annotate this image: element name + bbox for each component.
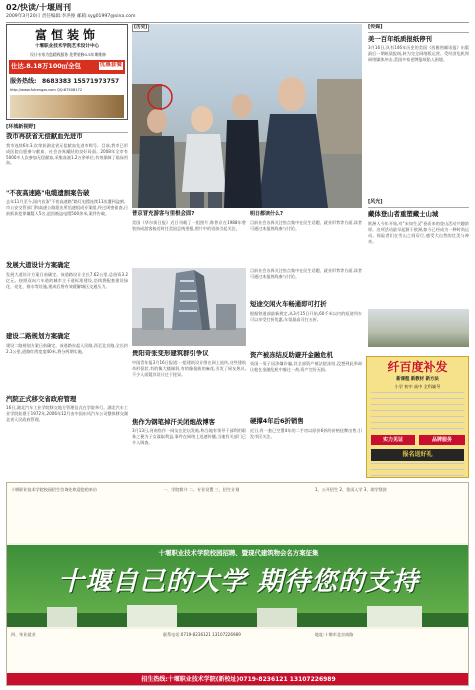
masthead xyxy=(6,3,469,23)
right-headline-b: 藏体登山者重塑藏士山城 xyxy=(368,210,439,219)
right-photo xyxy=(368,309,469,347)
mid-right-body: 近日,有一套已空置4年的二手房以原价6折的价格挂牌出售,引发市民关注。 xyxy=(250,428,362,439)
mid-right-column xyxy=(250,268,362,478)
ad-tutor-badge-left: 实力见证 xyxy=(371,435,415,445)
ad-school xyxy=(6,24,128,120)
news-item xyxy=(6,190,128,260)
news-body: 我市连续6年3.次荣获湖北省无偿献血先进市称号。目前,我市已形成医院自愿参与献血、社会各界踊跃的良好局面。2008年全市有5000多人次参加无偿献血,采集血液1.2万余单位,有效保障了临床用血。 xyxy=(6,142,128,166)
history-subheadline: 明日都读什么? xyxy=(250,211,283,217)
middle-headline: 贵阳奇张变形建筑群引争议 xyxy=(132,350,209,357)
news-body: 16日,湖北汽车工业学院移交地方管理仪式在学院举行。湖北汽车工业学院始建于1972年,2006年12月由中国东风汽车公司整体移交湖北省人民政府管理。 xyxy=(6,405,128,423)
ad-tutor-title: 纤百度补发 xyxy=(387,360,448,374)
news-headline: 我市再获省无偿献血先进市 xyxy=(6,133,83,140)
mid-right-headline: 硬撑4年后6折销售 xyxy=(250,417,304,426)
history-caption: 普京冒充游客与里根会面? xyxy=(132,211,195,217)
bottom-ad-band-title: 十堰职业技术学院校园招聘、暨现代建筑物会名方案征集 xyxy=(158,549,319,557)
news-item xyxy=(6,133,128,187)
news-body: 去年11月至今,国内首条"不夜高速路"路灯电缆连续11次遭到盗割。市公安交管部门和高速公路派出所迅速组成专案组,经过周密侦查,日前抓获犯罪嫌疑人5名,追回被盗电缆500余米,案件告破。 xyxy=(6,199,128,217)
history-subbody: 目前社会各界关注焦点集中在民生话题、就业形势等方面,读者可通过本报热线参与讨论。 xyxy=(250,220,362,231)
bottom-ad-slogan: 十堰自己的大学 期待您的支持 xyxy=(57,567,420,597)
ad-school-subtitle: 十堰职业技术学院艺术设计中心 xyxy=(34,44,100,49)
news-item xyxy=(6,262,128,330)
ad-school-photo xyxy=(10,95,124,118)
right-column xyxy=(368,24,469,354)
history-tag: [历史] xyxy=(132,24,149,32)
ad-school-promo-bar xyxy=(9,60,125,74)
bottom-ad-note: 一、学院简介 二、专业设置 三、招生计划 xyxy=(163,487,240,492)
ad-tutor-footer xyxy=(371,463,464,476)
bottom-ad-note: 联系电话:0719-8236121 13107226989 xyxy=(163,632,241,637)
masthead-section: 02/快读/十堰周刊 xyxy=(6,3,71,12)
ad-school-tagline: 设计专家为您精致服务 免费装修0-5年期维修 xyxy=(30,52,106,57)
ad-school-phone: 8683383 15571973757 xyxy=(42,78,120,85)
history-section xyxy=(132,24,362,264)
news-headline: "不夜高速路"电缆遗割案告破 xyxy=(6,188,90,197)
bottom-ad-skyline xyxy=(7,605,469,627)
middle-body: 3月13日,河南焦作一网友在论坛发帖,称当地有领导干部利用职务之便为子女谋取利益,事件在网络上迅速传播,当地有关部门已介入调查。 xyxy=(132,428,246,446)
bottom-ad-bottom-row xyxy=(7,629,469,673)
masthead-date: 2009年3月20日 责任编辑:李洪俊 邮箱:syg01997@sina.com xyxy=(6,14,136,19)
ad-tutor-grades: 小学 初中 高中 全科辅导 xyxy=(394,384,441,389)
right-tag-b: [风光] xyxy=(368,199,469,208)
right-headline-a: 美一百年纸质报纸停刊 xyxy=(368,34,432,43)
ad-tutor-slogan: 新课程 新教材 新方法 xyxy=(396,377,439,382)
mid-right-headline: 资产被冻结反助避开金融危机 xyxy=(250,350,334,359)
building-photo xyxy=(132,268,246,346)
left-news-column xyxy=(6,133,128,478)
section-env: [环城新视野] xyxy=(6,124,128,133)
ad-school-phone-label: 服务热线: xyxy=(10,78,37,85)
news-body: 建设二路规划方案日前确定。该道路东起人民路,西至北京路,全长约2.1公里,道路红线宽度40米,将分两期实施。 xyxy=(6,342,128,354)
middle-column xyxy=(132,350,246,478)
middle-headline: 焦作为钢笔掉汗关闭炮战博客 xyxy=(132,417,216,426)
right-tag-a: [传媒] xyxy=(368,24,469,33)
bottom-ad-note: 地址:十堰市北京南路 xyxy=(315,632,354,637)
bottom-ad-note: 四、毕业就业 xyxy=(11,632,36,637)
mid-right-headline: 短途交闲火车畅通即可打折 xyxy=(250,300,327,308)
bottom-ad xyxy=(6,482,469,686)
bottom-ad-band xyxy=(7,545,469,627)
right-body-a: 3月16日,具有146年历史的美国《西雅图邮讯报》出版最后一期纸质报纸,转为完全网络版运营。受经济危机和网络媒体冲击,美国多家老牌报纸陷入困境。 xyxy=(368,45,469,63)
news-headline: 汽院正式移交省政府管理 xyxy=(6,394,77,403)
history-body: 美国《华尔街日报》近日刊载了一组照片,称普京在1988年曾装扮成游客接近时任美国总统里根,照片中的男孩引起关注。 xyxy=(132,220,246,231)
ad-school-title: 富恒装饰 xyxy=(34,28,99,42)
news-headline: 建设二路规划方案确定 xyxy=(6,332,70,341)
bottom-ad-footer: 招生热线:十堰职业技术学院(新校址)0719-8236121 13107226989 xyxy=(7,673,469,686)
ad-tutor-badge-right: 品牌服务 xyxy=(419,435,465,445)
mid-right-body: 根据铁道部最新规定,从3月15日开始,60千米以内的短途列车可以享受打折优惠,车票最高可打五折。 xyxy=(250,310,362,322)
bottom-ad-note: 1、公开招生 2、免试入学 3、助学贷款 xyxy=(315,487,387,492)
ad-tutor-promo: 报名送好礼 xyxy=(371,449,464,461)
news-headline: 发展大道设计方案确定 xyxy=(6,261,70,270)
ad-school-promo: 仕达.8.18万100㎡全包 xyxy=(11,62,81,70)
mid-right-body: 英国一男子因涉嫌诈骗,其全部资产被法院冻结,没想到此举却让他在金融危机中躲过一劫,资产完好无损。 xyxy=(250,361,362,373)
history-photo xyxy=(132,24,362,208)
ad-tutor xyxy=(366,356,469,478)
ad-school-promo-tag: 优惠套餐 xyxy=(99,62,122,68)
right-body-b: 欧洲人今年开始,对"未知生灵"卷而来的登山活动兴趣浓厚。这项活动最早起源于欧洲,如今已经成为一种时尚运动。探险者们在雪山之间穿行,感受大自然的壮美与神奇。 xyxy=(368,220,469,244)
bottom-ad-top-row xyxy=(7,483,469,543)
ad-tutor-detail xyxy=(371,392,464,432)
history-photo-scene xyxy=(132,24,362,208)
bottom-ad-note: 十堰职业技术学院校园招生咨询处欢迎您的来访 xyxy=(11,487,97,492)
building-scene xyxy=(132,268,246,346)
mid-right-lead: 目前社会各界关注焦点集中在民生话题、就业形势等方面,读者可通过本报热线参与讨论。 xyxy=(250,268,362,279)
news-item xyxy=(6,333,128,393)
news-item xyxy=(6,396,128,468)
ad-school-web: http://www.fuhengzs.com QQ:87508172 xyxy=(10,88,83,92)
middle-body: 中国青年报3月16日报道:一组建筑设计图在网上流传,这些建筑奇形怪状,有的像大楼倾斜,有的像扭曲的麻花,引发了网友热议,不少人质疑其设计过于怪异。 xyxy=(132,359,246,377)
news-body: 发展大道设计方案日前确定。该道路设计全长7.62公里,总投资3.2亿元。按照双向六车道的城市主干道标准建设,沿线将配套建设绿化、亮化、排水等设施,建成后将有效缓解城区交通压力。 xyxy=(6,272,128,289)
